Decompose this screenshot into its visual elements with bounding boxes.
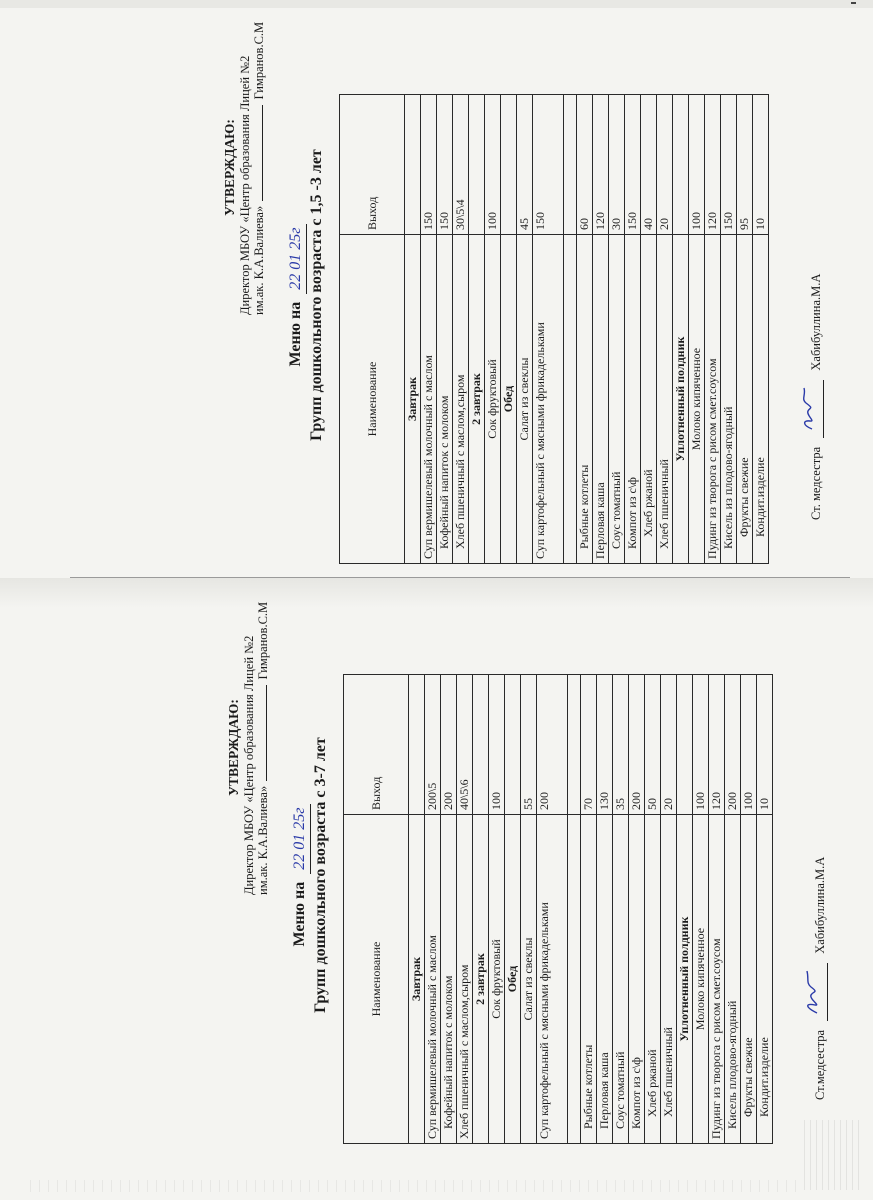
menu-document-1-5-3: [222, 20, 824, 570]
approval-line: Директор МБОУ «Центр образования Лицей №2: [237, 55, 252, 315]
section-label: 2 завтрак: [473, 815, 489, 1144]
table-row: [709, 675, 725, 1144]
table-row: [441, 675, 457, 1144]
dish-output: 150: [533, 95, 564, 235]
dish-output: 40: [641, 95, 657, 235]
dish-output: 35: [613, 675, 629, 815]
table-row: [657, 95, 673, 564]
table-header-row: [344, 675, 409, 1144]
scan-mark: [851, 2, 856, 4]
dish-output: 55: [521, 675, 537, 815]
dish-output: 20: [661, 675, 677, 815]
table-row: [753, 95, 769, 564]
table-cell: [469, 95, 485, 235]
section-label: Обед: [501, 235, 517, 564]
dish-name: Хлеб ржаной: [645, 815, 661, 1144]
section-label: Обед: [505, 815, 521, 1144]
table-cell: [568, 815, 581, 1144]
dish-output: 95: [737, 95, 753, 235]
table-row: [693, 675, 709, 1144]
dish-name: Кисель из плодово-ягодный: [721, 235, 737, 564]
table-row: [689, 95, 705, 564]
dish-output: 200\5: [425, 675, 441, 815]
dish-name: Кофейный напиток с молоком: [441, 815, 457, 1144]
dish-name: Хлеб пшеничный с маслом,сыром: [453, 235, 469, 564]
table-row: [645, 675, 661, 1144]
dish-name: Салат из свеклы: [521, 815, 537, 1144]
table-row: [453, 95, 469, 564]
signer-role: Ст. медсестра: [809, 446, 824, 520]
dish-name: Рыбные котлеты: [581, 815, 597, 1144]
table-cell: [564, 95, 577, 235]
table-row: [757, 675, 773, 1144]
signature-blank: [266, 685, 267, 781]
table-row: [425, 675, 441, 1144]
section-row: [501, 95, 517, 564]
dish-name: Суп картофельный с мясными фрикадельками: [533, 235, 564, 564]
page-fold-line: [70, 577, 850, 578]
section-label: Завтрак: [405, 235, 421, 564]
dish-output: 70: [581, 675, 597, 815]
dish-name: Фрукты свежие: [737, 235, 753, 564]
dish-output: 100: [489, 675, 505, 815]
table-row: [457, 675, 473, 1144]
dish-name: Хлеб пшеничный: [661, 815, 677, 1144]
approval-line: Директор МБОУ «Центр образования Лицей №2: [241, 635, 256, 895]
table-cell: [473, 675, 489, 815]
dish-output: 50: [645, 675, 661, 815]
table-row: [741, 675, 757, 1144]
menu-subtitle: Групп дошкольного возраста с 1,5 -3 лет: [308, 149, 326, 441]
dish-output: 30: [609, 95, 625, 235]
menu-title: Меню на: [287, 301, 305, 367]
dish-output: 10: [753, 95, 769, 235]
table-cell: [568, 675, 581, 815]
dish-name: Молоко кипяченное: [689, 235, 705, 564]
dish-name: Хлеб ржаной: [641, 235, 657, 564]
section-row: [677, 675, 693, 1144]
scan-edge: [0, 0, 873, 8]
column-header-name: Наименование: [340, 235, 405, 564]
dish-output: 150: [421, 95, 437, 235]
section-row: [409, 675, 425, 1144]
table-row: [705, 95, 721, 564]
menu-subtitle: Групп дошкольного возраста с 3-7 лет: [312, 737, 330, 1013]
dish-name: Пудинг из творога с рисом смет.соусом: [705, 235, 721, 564]
dish-name: Суп вермишелевый молочный с маслом: [425, 815, 441, 1144]
menu-heading: [290, 600, 331, 1150]
signature-footer: [811, 600, 828, 1150]
menu-table: [343, 674, 773, 1144]
table-row: [489, 675, 505, 1144]
scan-bleed-through: [30, 1180, 800, 1192]
section-label: 2 завтрак: [469, 235, 485, 564]
dish-output: 200: [441, 675, 457, 815]
table-row: [593, 95, 609, 564]
approval-title: УТВЕРЖДАЮ:: [222, 119, 237, 216]
table-row: [721, 95, 737, 564]
dish-output: 150: [721, 95, 737, 235]
menu-title: Меню на: [291, 881, 309, 947]
handwritten-signature: [811, 963, 828, 1021]
dish-output: 100: [693, 675, 709, 815]
dish-output: 60: [577, 95, 593, 235]
table-row: [661, 675, 677, 1144]
column-header-name: Наименование: [344, 815, 409, 1144]
dish-output: 200: [629, 675, 645, 815]
section-row: [405, 95, 421, 564]
column-header-output: Выход: [340, 95, 405, 235]
handwritten-signature: [807, 380, 824, 438]
table-cell: [501, 95, 517, 235]
table-row: [437, 95, 453, 564]
menu-table: [339, 94, 769, 564]
table-row: [629, 675, 645, 1144]
column-header-output: Выход: [344, 675, 409, 815]
approval-title: УТВЕРЖДАЮ:: [226, 699, 241, 796]
table-cell: [405, 95, 421, 235]
signature-footer: [807, 20, 824, 570]
table-row: [613, 675, 629, 1144]
dish-output: 120: [593, 95, 609, 235]
section-label: Уплотненный полдник: [673, 235, 689, 564]
dish-name: Фрукты свежие: [741, 815, 757, 1144]
signature-blank: [262, 105, 263, 201]
table-row: [609, 95, 625, 564]
dish-name: Кондит.изделие: [757, 815, 773, 1144]
section-row: [469, 95, 485, 564]
approval-organization: им.ак. К.А.Валиева»: [251, 205, 266, 315]
table-row: [537, 675, 568, 1144]
dish-name: Соус томатный: [613, 815, 629, 1144]
table-row: [581, 675, 597, 1144]
approver-name: Гимранов.С.М: [255, 601, 270, 680]
table-row: [421, 95, 437, 564]
dish-name: Молоко кипяченное: [693, 815, 709, 1144]
approval-signature-line: [252, 20, 266, 315]
section-label: Завтрак: [409, 815, 425, 1144]
section-row: [505, 675, 521, 1144]
dish-output: 130: [597, 675, 613, 815]
signer-name: Хабибуллина.М.А: [813, 856, 828, 954]
section-row: [673, 95, 689, 564]
table-cell: [409, 675, 425, 815]
table-row: [517, 95, 533, 564]
dish-name: Кофейный напиток с молоком: [437, 235, 453, 564]
dish-output: 100: [485, 95, 501, 235]
approval-signature-line: [256, 600, 270, 895]
dish-name: Хлеб пшеничный с маслом,сыром: [457, 815, 473, 1144]
table-cell: [505, 675, 521, 815]
table-cell: [673, 95, 689, 235]
dish-output: 40\5\6: [457, 675, 473, 815]
dish-name: Перловая каша: [593, 235, 609, 564]
dish-name: Компот из с\ф: [625, 235, 641, 564]
menu-date: 22 01 25г: [290, 804, 311, 874]
dish-output: 100: [689, 95, 705, 235]
menu-heading: [286, 20, 327, 570]
table-row: [485, 95, 501, 564]
table-row: [568, 675, 581, 1144]
table-row: [521, 675, 537, 1144]
approval-block: [222, 20, 266, 315]
dish-name: Салат из свеклы: [517, 235, 533, 564]
approval-block: [226, 600, 270, 895]
dish-output: 120: [705, 95, 721, 235]
table-row: [625, 95, 641, 564]
dish-name: Хлеб пшеничный: [657, 235, 673, 564]
table-cell: [677, 675, 693, 815]
menu-date: 22 01 25г: [286, 224, 307, 294]
signature-icon: [797, 386, 819, 432]
section-label: Уплотненный полдник: [677, 815, 693, 1144]
dish-output: 45: [517, 95, 533, 235]
table-row: [577, 95, 593, 564]
table-row: [737, 95, 753, 564]
dish-output: 120: [709, 675, 725, 815]
dish-output: 10: [757, 675, 773, 815]
section-row: [473, 675, 489, 1144]
dish-name: Сок фруктовый: [485, 235, 501, 564]
dish-name: Суп картофельный с мясными фрикадельками: [537, 815, 568, 1144]
table-row: [564, 95, 577, 564]
dish-name: Соус томатный: [609, 235, 625, 564]
table-row: [533, 95, 564, 564]
table-header-row: [340, 95, 405, 564]
signature-icon: [801, 969, 823, 1015]
menu-document-3-7: [226, 600, 828, 1150]
dish-output: 100: [741, 675, 757, 815]
table-row: [725, 675, 741, 1144]
approver-name: Гимранов.С.М: [251, 21, 266, 100]
dish-output: 200: [725, 675, 741, 815]
dish-name: Сок фруктовый: [489, 815, 505, 1144]
dish-name: Перловая каша: [597, 815, 613, 1144]
approval-organization: им.ак. К.А.Валиева»: [255, 785, 270, 895]
dish-name: Суп вермишелевый молочный с маслом: [421, 235, 437, 564]
dish-name: Кондит.изделие: [753, 235, 769, 564]
dish-output: 30\5\4: [453, 95, 469, 235]
signer-role: Ст.медсестра: [813, 1030, 828, 1100]
dish-name: Кисель плодово-ягодный: [725, 815, 741, 1144]
dish-output: 150: [625, 95, 641, 235]
table-row: [597, 675, 613, 1144]
dish-name: Компот из с\ф: [629, 815, 645, 1144]
dish-output: 200: [537, 675, 568, 815]
dish-name: Рыбные котлеты: [577, 235, 593, 564]
dish-name: Пудинг из творога с рисом смет.соусом: [709, 815, 725, 1144]
dish-output: 20: [657, 95, 673, 235]
dish-output: 150: [437, 95, 453, 235]
table-cell: [564, 235, 577, 564]
table-row: [641, 95, 657, 564]
signer-name: Хабибуллина.М.А: [809, 273, 824, 371]
